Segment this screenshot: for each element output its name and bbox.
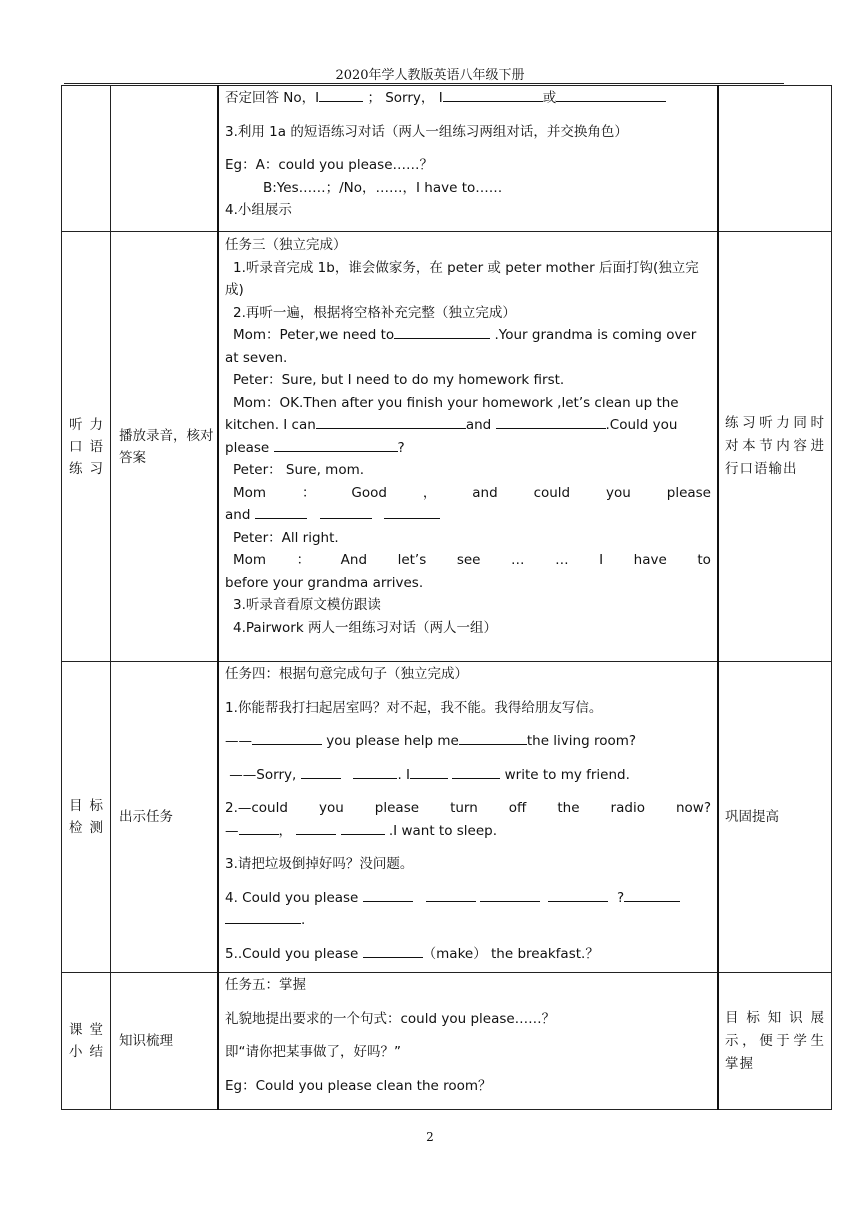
text-line: 4. Could you please ?	[219, 887, 717, 910]
text-line: 即“请你把某事做了，好吗？”	[225, 1044, 401, 1060]
text-line: Mom：OK.Then after you finish your homework ,let’s clean up the	[233, 394, 679, 411]
goal-cell: 巩固提高	[718, 662, 832, 973]
text-line: ——Sorry, . I write to my friend.	[229, 766, 630, 783]
goal-cell	[718, 86, 832, 232]
justified-line: 2.—could you please turn off the radio now?	[225, 800, 711, 816]
text-line: 1.你能帮我打扫起居室吗？对不起，我不能。我得给朋友写信。	[225, 699, 603, 716]
justified-line: Mom ： Good ， and could you please	[233, 484, 711, 501]
stage-cell: 目标检测	[62, 662, 111, 973]
stage-cell	[62, 86, 111, 232]
stage-cell: 课堂小结	[62, 973, 111, 1110]
content-cell	[218, 232, 718, 662]
content-cell	[218, 973, 718, 1110]
text-line: 3.请把垃圾倒掉好吗？没问题。	[225, 856, 414, 872]
page-number: 2	[426, 1130, 434, 1144]
header-rule	[64, 83, 784, 84]
text-line: B:Yes……；/No，……，I have to……	[263, 179, 503, 196]
justified-line: Mom ： And let’s see … … I have to	[233, 552, 711, 568]
text-line: Eg：Could you please clean the room？	[225, 1077, 492, 1094]
text-line: 礼貌地提出要求的一个句式：could you please……？	[225, 1010, 556, 1027]
text-line: 3.听录音看原文模仿跟读	[233, 597, 381, 613]
method-cell	[111, 86, 219, 232]
lesson-plan-table	[61, 85, 832, 1110]
text-line: 5..Could you please （make） the breakfast.？	[225, 945, 599, 962]
stage-cell: 听力口语练习	[62, 232, 111, 662]
text-line: 3.利用 1a 的短语练习对话（两人一组练习两组对话，并交换角色）	[225, 123, 628, 140]
text-line: Eg：A：could you please……？	[225, 157, 434, 173]
text-line: Mom：Peter,we need to .Your grandma is coming over	[233, 327, 697, 343]
text-line: 任务三（独立完成）	[225, 237, 347, 253]
text-line: kitchen. I can and .Could you	[225, 417, 678, 433]
table-row	[62, 662, 832, 973]
text-line: 否定回答 No，I ； Sorry， I 或	[219, 87, 717, 110]
goal-cell: 练习听力同时对本节内容进行口语输出	[718, 232, 832, 662]
text-line: please ?	[225, 439, 405, 456]
text-line: Peter：All right.	[233, 529, 339, 546]
text-line: .	[219, 909, 717, 932]
document-header: 2020年学人教版英语八年级下册	[335, 68, 525, 83]
text-line: Peter： Sure, mom.	[233, 462, 365, 478]
text-line: 4.Pairwork 两人一组练习对话（两人一组）	[233, 619, 497, 636]
text-line: at seven.	[225, 349, 288, 366]
content-cell	[218, 86, 718, 232]
text-line: 2.再听一遍，根据将空格补充完整（独立完成）	[233, 304, 516, 321]
text-line: 4.小组展示	[225, 202, 292, 218]
method-cell: 知识梳理	[111, 973, 219, 1110]
text-line: 任务四：根据句意完成句子（独立完成）	[225, 666, 468, 682]
goal-cell: 目标知识展示，便于学生掌握	[718, 973, 832, 1110]
text-line: —— you please help me the living room?	[225, 733, 637, 749]
text-line: and	[219, 504, 717, 527]
content-cell	[218, 662, 718, 973]
table-row	[62, 86, 832, 232]
text-line: 1.听录音完成 1b，谁会做家务，在 peter 或 peter mother 后面打钩(独立完成)	[225, 259, 699, 298]
method-cell: 出示任务	[111, 662, 219, 973]
text-line: before your grandma arrives.	[225, 574, 424, 591]
method-cell: 播放录音，核对答案	[111, 232, 219, 662]
text-line: 任务五：掌握	[225, 977, 306, 993]
table-row	[62, 232, 832, 662]
text-line: — ， .I want to sleep.	[225, 822, 498, 839]
table-row	[62, 973, 832, 1110]
text-line: Peter：Sure, but I need to do my homework first.	[233, 372, 565, 388]
